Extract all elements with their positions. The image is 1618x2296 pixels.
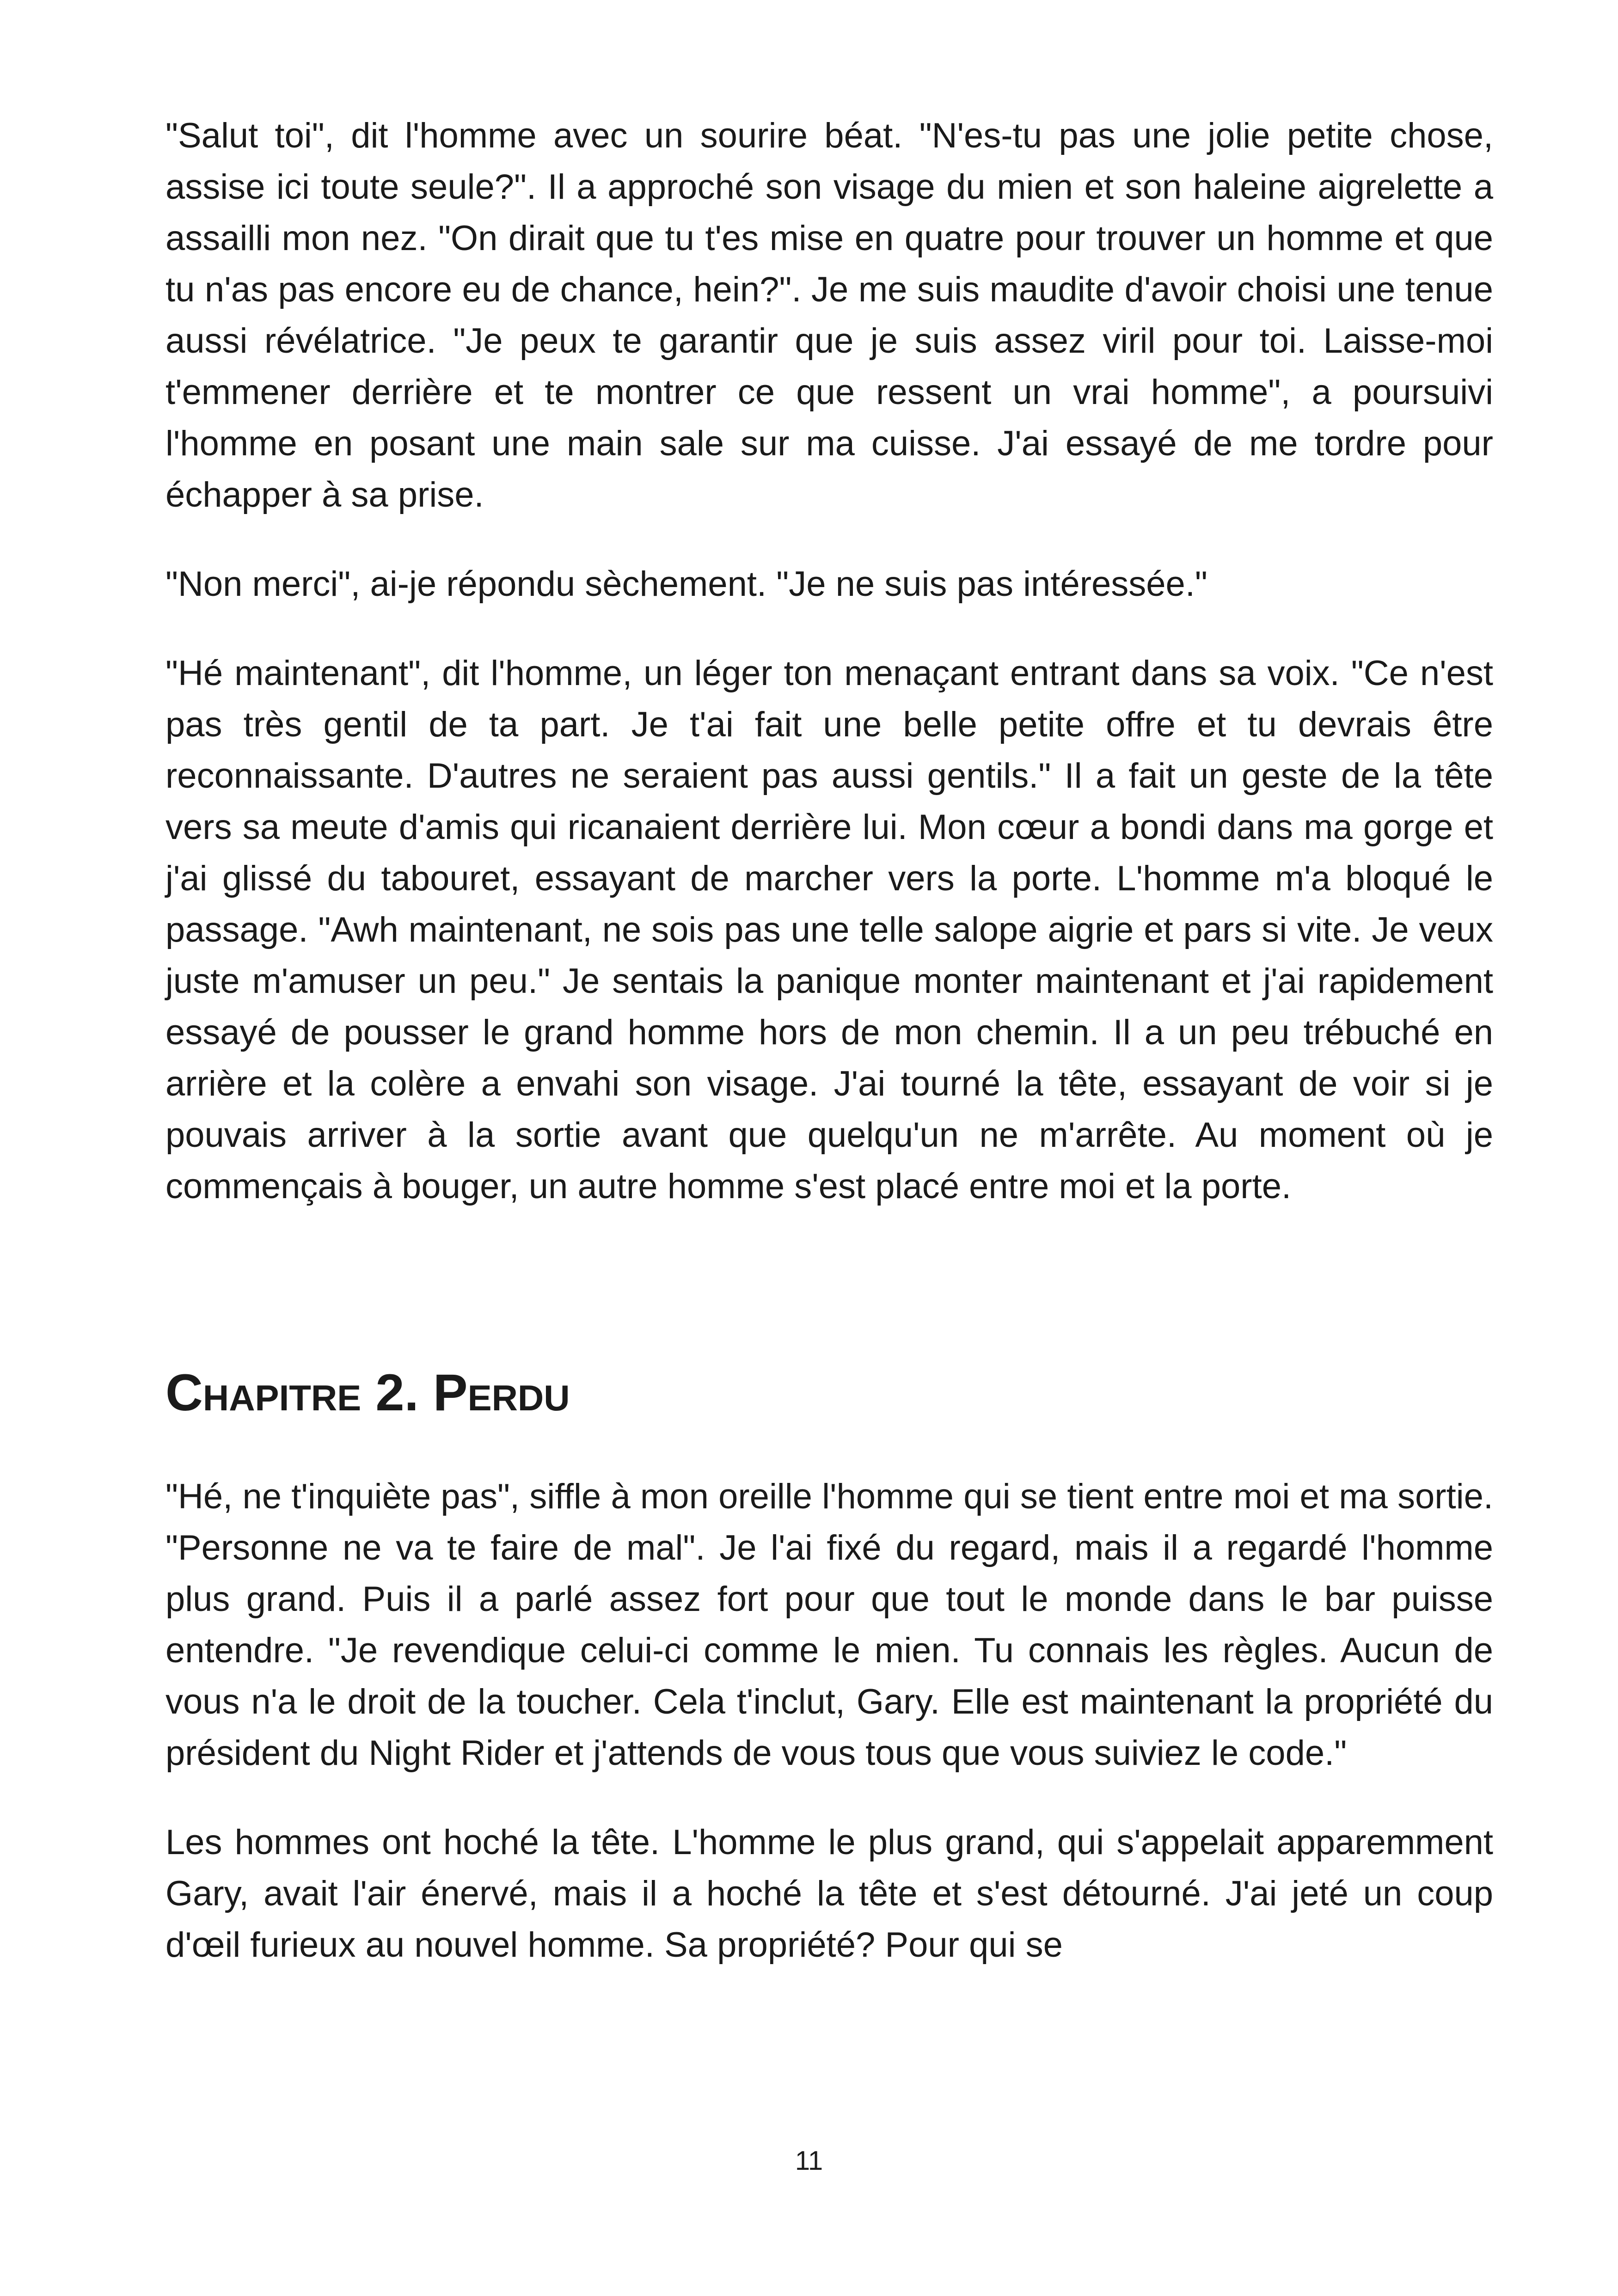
paragraph: Les hommes ont hoché la tête. L'homme le plus grand, qui s'appelait apparemment Gary, avait l'air énervé, mais il a hoché la tête et s'est détourné. J'ai jeté un coup d'œil furieux au nouvel homme. Sa propriété? Pour qui se: [165, 1823, 1493, 1965]
paragraph: "Salut toi", dit l'homme avec un sourire béat. "N'es-tu pas une jolie petite chose, assise ici toute seule?". Il a approché son visage du mien et son haleine aigrelette a assailli mon nez. "On dirait que tu t'es mise en quatre pour trouver un homme et que tu n'as pas encore eu de chance, hein?". Je me suis maudite d'avoir choisi une tenue aussi révélatrice. "Je peux te garantir que je suis assez viril pour toi. Laisse-moi t'emmener derrière et te montrer ce que ressent un vrai homme", a poursuivi l'homme en posant une main sale sur ma cuisse. J'ai essayé de me tordre pour échapper à sa prise.: [165, 116, 1493, 514]
paragraph: "Hé maintenant", dit l'homme, un léger ton menaçant entrant dans sa voix. "Ce n'est pas très gentil de ta part. Je t'ai fait une belle petite offre et tu devrais être reconnaissante. D'autres ne seraient pas aussi gentils." Il a fait un geste de la tête vers sa meute d'amis qui ricanaient derrière lui. Mon cœur a bondi dans ma gorge et j'ai glissé du tabouret, essayant de marcher vers la porte. L'homme m'a bloqué le passage. "Awh maintenant, ne sois pas une telle salope aigrie et pars si vite. Je veux juste m'amuser un peu." Je sentais la panique monter maintenant et j'ai rapidement essayé de pousser le grand homme hors de mon chemin. Il a un peu trébuché en arrière et la colère a envahi son visage. J'ai tourné la tête, essayant de voir si je pouvais arriver à la sortie avant que quelqu'un ne m'arrête. Au moment où je commençais à bouger, un autre homme s'est placé entre moi et la porte.: [165, 654, 1493, 1206]
text-column: [165, 110, 1493, 2008]
chapter-title: Chapitre 2. Perdu: [165, 1364, 570, 1421]
page-number: 11: [795, 2146, 823, 2176]
paragraph: "Non merci", ai-je répondu sèchement. "Je ne suis pas intéressée.": [165, 564, 1207, 604]
paragraph: "Hé, ne t'inquiète pas", siffle à mon oreille l'homme qui se tient entre moi et ma sortie. "Personne ne va te faire de mal". Je l'ai fixé du regard, mais il a regardé l'homme plus grand. Puis il a parlé assez fort pour que tout le monde dans le bar puisse entendre. "Je revendique celui-ci comme le mien. Tu connais les règles. Aucun de vous n'a le droit de la toucher. Cela t'inclut, Gary. Elle est maintenant la propriété du président du Night Rider et j'attends de vous tous que vous suiviez le code.": [165, 1477, 1493, 1773]
